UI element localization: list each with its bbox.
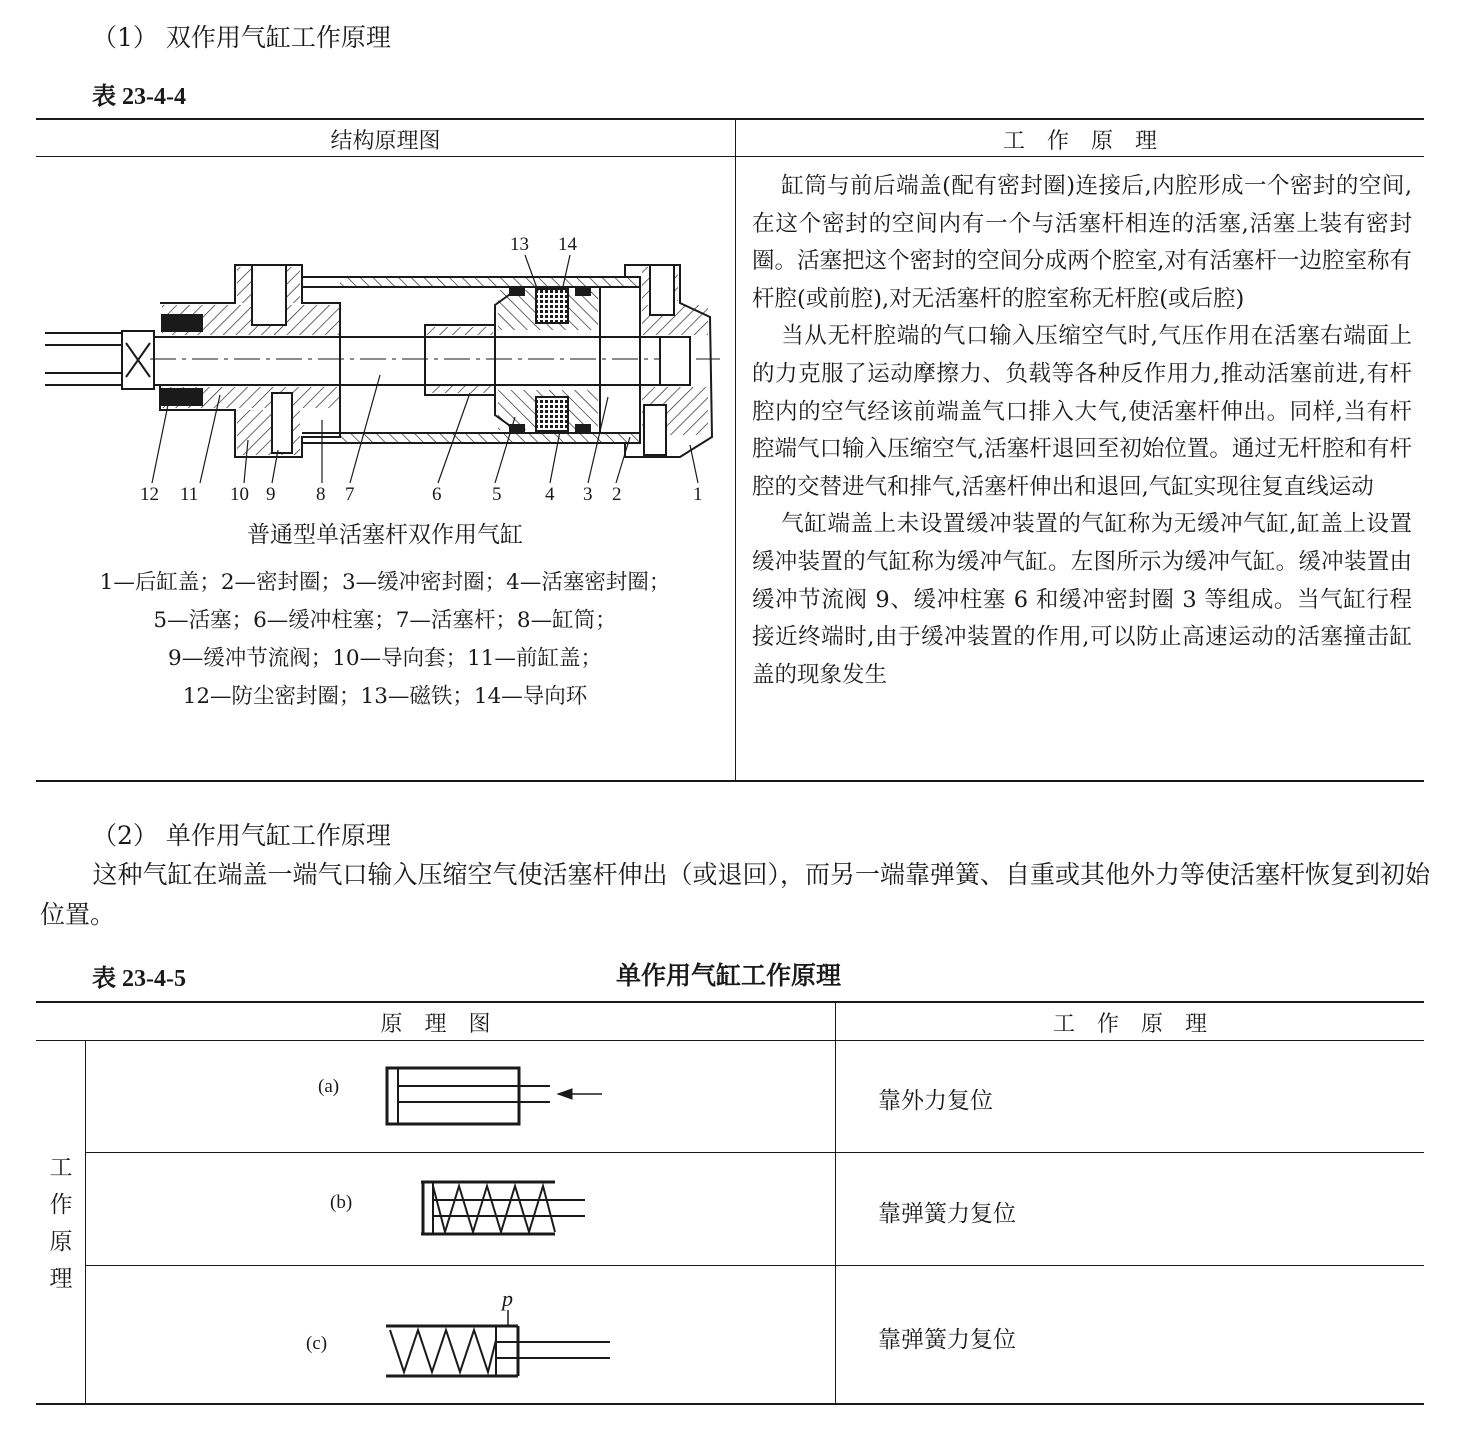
row-a-tag: (a) xyxy=(318,1076,340,1097)
table1-top-rule xyxy=(36,118,1424,120)
callout-8: 8 xyxy=(316,484,326,505)
table1-bottom-rule xyxy=(36,780,1424,782)
callout-13: 13 xyxy=(510,234,529,255)
legend-line: 5—活塞；6—缓冲柱塞；7—活塞杆；8—缸筒； xyxy=(153,608,617,633)
double-acting-cylinder-drawing xyxy=(40,225,730,510)
section2-title: （2） 单作用气缸工作原理 xyxy=(92,821,391,850)
side-char: 理 xyxy=(49,1266,73,1292)
section2-body xyxy=(40,855,1430,935)
callout-12: 12 xyxy=(140,484,159,505)
table1-header-right: 工 作 原 理 xyxy=(1002,129,1157,154)
callout-11: 11 xyxy=(180,484,199,505)
row-b-text: 靠弹簧力复位 xyxy=(878,1201,1016,1227)
callout-14: 14 xyxy=(558,234,577,255)
row-b-tag: (b) xyxy=(330,1192,353,1213)
legend-line: 1—后缸盖；2—密封圈；3—缓冲密封圈；4—活塞密封圈； xyxy=(99,570,671,595)
table1-header-left: 结构原理图 xyxy=(330,129,441,154)
principle-paragraph: 气缸端盖上未设置缓冲装置的气缸称为无缓冲气缸,缸盖上设置缓冲装置的气缸称为缓冲气缸。左图所示为缓冲气缸。缓冲装置由缓冲节流阀 9、缓冲柱塞 6 和缓冲密封圈 3 等组成。当气缸行程接近终端时,由于缓冲装置的作用,可以防止高速运动的活塞撞击缸盖的现象发生 xyxy=(752,511,1412,688)
principle-paragraph: 缸筒与前后端盖(配有密封圈)连接后,内腔形成一个密封的空间,在这个密封的空间内有一个与活塞杆相连的活塞,活塞上装有密封圈。活塞把这个密封的空间分成两个腔室,对有活塞杆一边腔室称有杆腔(或前腔),对无活塞杆的腔室称无杆腔(或后腔) xyxy=(752,173,1412,312)
table2-bottom-rule xyxy=(36,1403,1424,1405)
callout-3: 3 xyxy=(583,484,593,505)
table2-row-rule xyxy=(86,1152,1424,1153)
side-char: 作 xyxy=(49,1192,73,1218)
principle-paragraph: 当从无杆腔端的气口输入压缩空气时,气压作用在活塞右端面上的力克服了运动摩擦力、负载等各种反作用力,推动活塞前进,有杆腔内的空气经该前端盖气口排入大气,使活塞杆伸出。同样,当有杆腔端气口输入压缩空气,活塞杆退回至初始位置。通过无杆腔和有杆腔的交替进气和排气,活塞杆伸出和退回,气缸实现往复直线运动 xyxy=(752,323,1412,500)
section1-title: （1） 双作用气缸工作原理 xyxy=(92,23,391,52)
table2-header-right: 工 作 原 理 xyxy=(1052,1012,1207,1037)
table2-top-rule xyxy=(36,1001,1424,1003)
section2-paragraph: 这种气缸在端盖一端气口输入压缩空气使活塞杆伸出（或退回），而另一端靠弹簧、自重或其他外力等使活塞杆恢复到初始位置。 xyxy=(40,860,1431,929)
callout-1: 1 xyxy=(693,484,703,505)
callout-7: 7 xyxy=(345,484,355,505)
table2-header-left: 原 理 图 xyxy=(380,1012,491,1037)
table1-divider xyxy=(735,119,736,781)
legend-line: 9—缓冲节流阀；10—导向套；11—前缸盖； xyxy=(168,646,602,671)
spring-return-diagram xyxy=(415,1176,595,1242)
callout-5: 5 xyxy=(492,484,502,505)
table2-header-rule xyxy=(36,1040,1424,1041)
legend-line: 12—防尘密封圈；13—磁铁；14—导向环 xyxy=(182,684,588,709)
external-force-return-diagram xyxy=(380,1062,610,1130)
side-char: 原 xyxy=(49,1229,73,1255)
table2-side-divider xyxy=(85,1041,86,1404)
pressure-symbol: p xyxy=(502,1286,513,1311)
row-c-text: 靠弹簧力复位 xyxy=(878,1327,1016,1353)
callout-4: 4 xyxy=(545,484,555,505)
table2-label: 表 23-4-5 xyxy=(92,966,186,992)
table2-title: 单作用气缸工作原理 xyxy=(615,961,841,990)
callout-9: 9 xyxy=(266,484,276,505)
figure-caption: 普通型单活塞杆双作用气缸 xyxy=(247,522,523,548)
table1-header-rule xyxy=(36,156,1424,157)
table1-label: 表 23-4-4 xyxy=(92,84,186,110)
spring-extend-diagram xyxy=(380,1310,620,1382)
side-char: 工 xyxy=(49,1155,73,1181)
callout-6: 6 xyxy=(432,484,442,505)
callout-2: 2 xyxy=(612,484,622,505)
callout-10: 10 xyxy=(230,484,249,505)
table2-divider xyxy=(835,1002,836,1404)
figure-legend xyxy=(40,564,730,716)
side-label xyxy=(48,1150,74,1298)
table2-row-rule xyxy=(86,1265,1424,1266)
row-a-text: 靠外力复位 xyxy=(878,1088,993,1114)
principle-text xyxy=(752,168,1412,694)
row-c-tag: (c) xyxy=(306,1333,328,1354)
